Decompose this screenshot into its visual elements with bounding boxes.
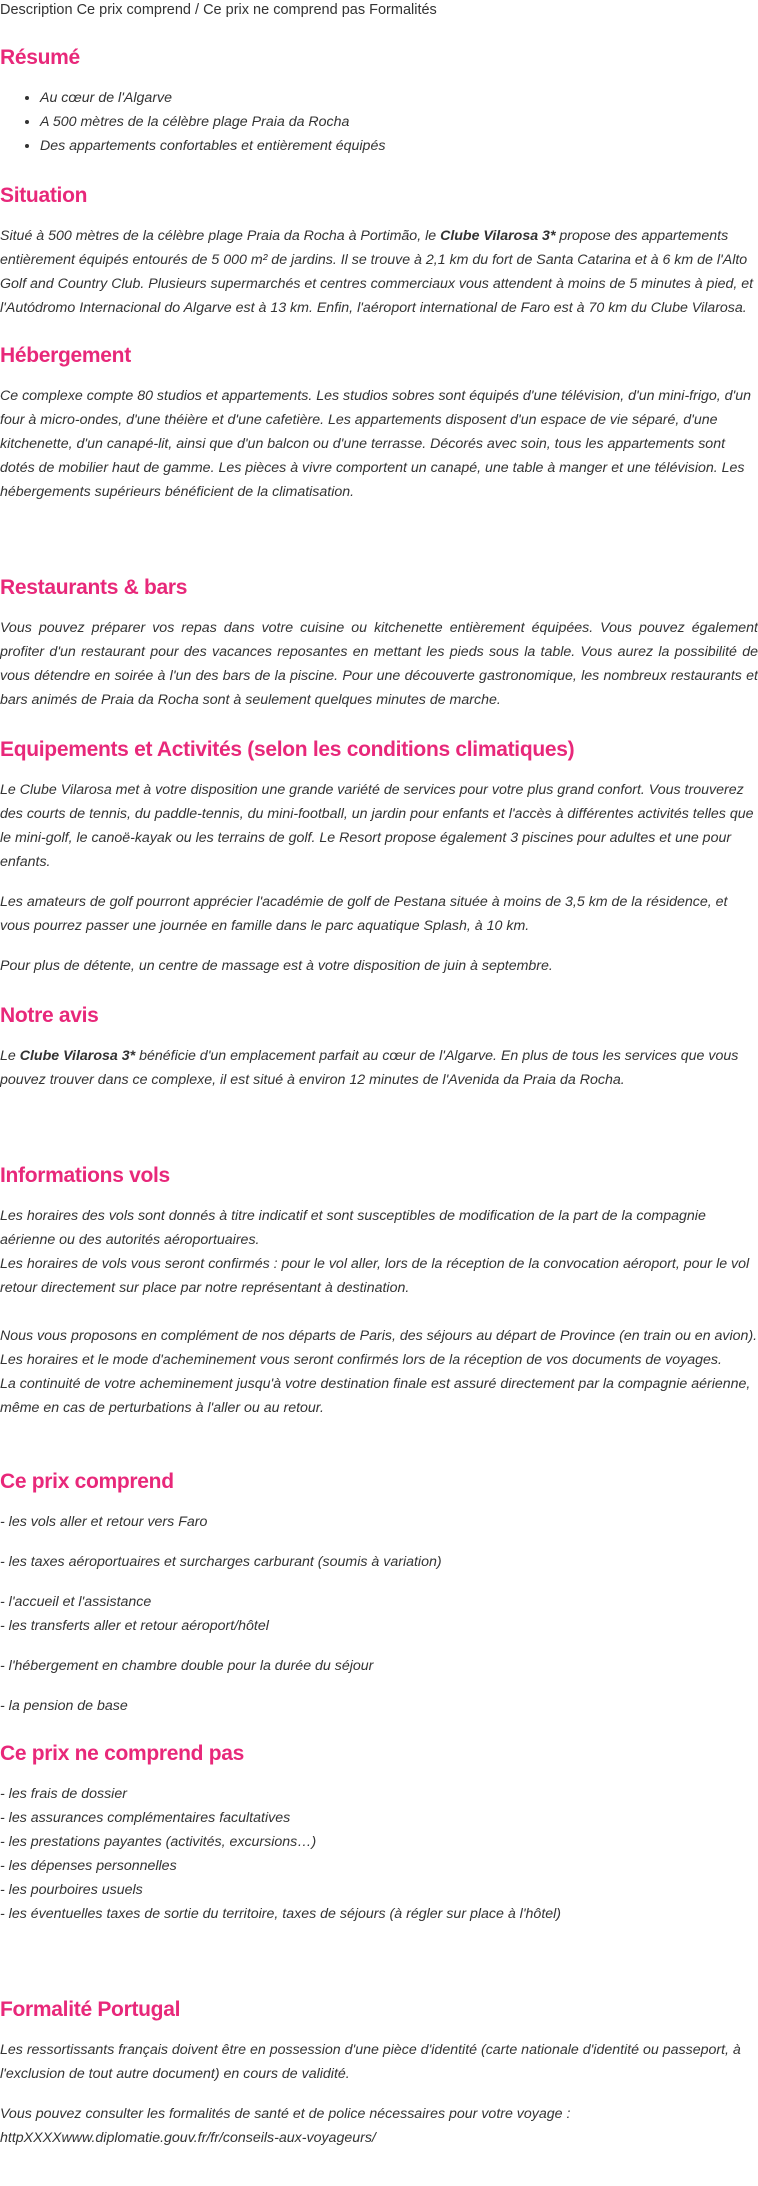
equipements-text-1: Le Clube Vilarosa met à votre disposition une grande variété de services pour votre plus grand confort. Vous trouverez des courts de tennis, du paddle-tennis, du mini-football, un jardin pour enfants et l'accès à différentes activités telles que le mini-golf, le canoë-kayak ou les terrains de golf. Le Resort propose également 3 piscines pour adultes et une pour enfants. [0, 782, 754, 870]
list-item: - l'accueil et l'assistance [0, 1594, 152, 1610]
resume-list [0, 86, 758, 158]
tab-description[interactable]: Description [0, 2, 73, 18]
vols-text-1: Les horaires des vols sont donnés à titre indicatif et sont susceptibles de modification de la part de la compagnie aérienne ou des autorités aéroportuaires. [0, 1208, 706, 1248]
list-item: - la pension de base [0, 1698, 128, 1714]
hebergement-heading: Hébergement [0, 344, 131, 367]
formalite-heading: Formalité Portugal [0, 1998, 181, 2021]
restaurants-heading: Restaurants & bars [0, 576, 188, 599]
vols-text-5: La continuité de votre acheminement jusqu'à votre destination finale est assuré directement par la compagnie aérienne, même en cas de perturbations à l'aller ou au retour. [0, 1376, 751, 1416]
list-item: • A 500 mètres de la célèbre plage Praia da Rocha [40, 110, 758, 134]
list-item: - les vols aller et retour vers Faro [0, 1514, 208, 1530]
hotel-name: Clube Vilarosa 3* [19, 1048, 136, 1064]
avis-text-start: Le [0, 1048, 20, 1064]
list-item: • Au cœur de l'Algarve [40, 86, 758, 110]
situation-heading: Situation [0, 184, 88, 207]
list-item: - les pourboires usuels [0, 1882, 143, 1898]
vols-heading: Informations vols [0, 1164, 170, 1187]
avis-text [0, 1044, 758, 1092]
tab-prix[interactable]: Ce prix comprend / Ce prix ne comprend pas [76, 2, 366, 18]
equipements-text-3: Pour plus de détente, un centre de massage est à votre disposition de juin à septembre. [0, 958, 553, 974]
tab-bar [0, 0, 758, 20]
situation-text-start: Situé à 500 mètres de la célèbre plage Praia da Rocha à Portimão, le [0, 228, 441, 244]
list-item: • Des appartements confortables et entièrement équipés [40, 134, 758, 158]
list-item: - les taxes aéroportuaires et surcharges carburant (soumis à variation) [0, 1554, 442, 1570]
avis-heading: Notre avis [0, 1004, 99, 1027]
list-item: - les assurances complémentaires facultatives [0, 1810, 291, 1826]
list-item: - les éventuelles taxes de sortie du territoire, taxes de séjours (à régler sur place à l'hôtel) [0, 1906, 562, 1922]
vols-text-4: Les horaires et le mode d'acheminement vous seront confirmés lors de la réception de vos documents de voyages. [0, 1352, 722, 1368]
formalite-text-1: Les ressortissants français doivent être en possession d'une pièce d'identité (carte nationale d'identité ou passeport, à l'exclusion de tout autre document) en cours de validité. [0, 2042, 741, 2082]
tab-formalites[interactable]: Formalités [369, 2, 437, 18]
comprend-heading: Ce prix comprend [0, 1470, 174, 1493]
equipements-heading: Equipements et Activités (selon les conditions climatiques) [0, 738, 575, 761]
restaurants-text: Vous pouvez préparer vos repas dans votre cuisine ou kitchenette entièrement équipées. Vous pouvez également profiter d'un restaurant pour des vacances reposantes en mettant les pieds sous la table. Vous aurez la possibilité de vous détendre en soirée à l'un des bars de la piscine. Pour une découverte gastronomique, les nombreux restaurants et bars animés de Praia da Rocha sont à seulement quelques minutes de marche. [0, 620, 758, 708]
list-item: - les prestations payantes (activités, excursions…) [0, 1834, 317, 1850]
avis-text-end: bénéficie d'un emplacement parfait au cœur de l'Algarve. En plus de tous les services que vous pouvez trouver dans ce complexe, il est situé à environ 12 minutes de l'Avenida da Praia da Rocha. [0, 1048, 739, 1088]
list-item: - les transferts aller et retour aéroport/hôtel [0, 1618, 269, 1634]
list-item: - les frais de dossier [0, 1786, 127, 1802]
equipements-text-2: Les amateurs de golf pourront apprécier l'académie de golf de Pestana située à moins de 3,5 km de la résidence, et vous pourrez passer une journée en famille dans le parc aquatique Splash, à 10 km. [0, 894, 728, 934]
list-item: - l'hébergement en chambre double pour la durée du séjour [0, 1658, 374, 1674]
formalite-link[interactable]: httpXXXXwww.diplomatie.gouv.fr/fr/conseils-aux-voyageurs/ [0, 2130, 376, 2146]
formalite-text-2: Vous pouvez consulter les formalités de santé et de police nécessaires pour votre voyage : [0, 2106, 571, 2122]
ne-comprend-heading: Ce prix ne comprend pas [0, 1742, 245, 1765]
situation-text-end: propose des appartements entièrement équipés entourés de 5 000 m² de jardins. Il se trouve à 2,1 km du fort de Santa Catarina et à 6 km de l'Alto Golf and Country Club. Plusieurs supermarchés et centres commerciaux vous attendent à moins de 5 minutes à pied, et l'Autódromo Internacional do Algarve est à 13 km. Enfin, l'aéroport international de Faro est à 70 km du Clube Vilarosa. [0, 228, 754, 316]
hotel-name: Clube Vilarosa 3* [440, 228, 556, 244]
list-item: - les dépenses personnelles [0, 1858, 177, 1874]
vols-text-2: Les horaires de vols vous seront confirmés : pour le vol aller, lors de la réception de la convocation aéroport, pour le vol retour directement sur place par notre représentant à destination. [0, 1256, 750, 1296]
vols-text-3: Nous vous proposons en complément de nos départs de Paris, des séjours au départ de Province (en train ou en avion). [0, 1328, 758, 1344]
situation-text [0, 224, 758, 320]
resume-heading: Résumé [0, 46, 80, 69]
hebergement-text: Ce complexe compte 80 studios et appartements. Les studios sobres sont équipés d'une télévision, d'un mini-frigo, d'un four à micro-ondes, d'une théière et d'une cafetière. Les appartements disposent d'un espace de vie séparé, d'une kitchenette, d'un canapé-lit, ainsi que d'un balcon ou d'une terrasse. Décorés avec soin, tous les appartements sont dotés de mobilier haut de gamme. Les pièces à vivre comportent un canapé, une table à manger et une télévision. Les hébergements supérieurs bénéficient de la climatisation. [0, 388, 752, 500]
